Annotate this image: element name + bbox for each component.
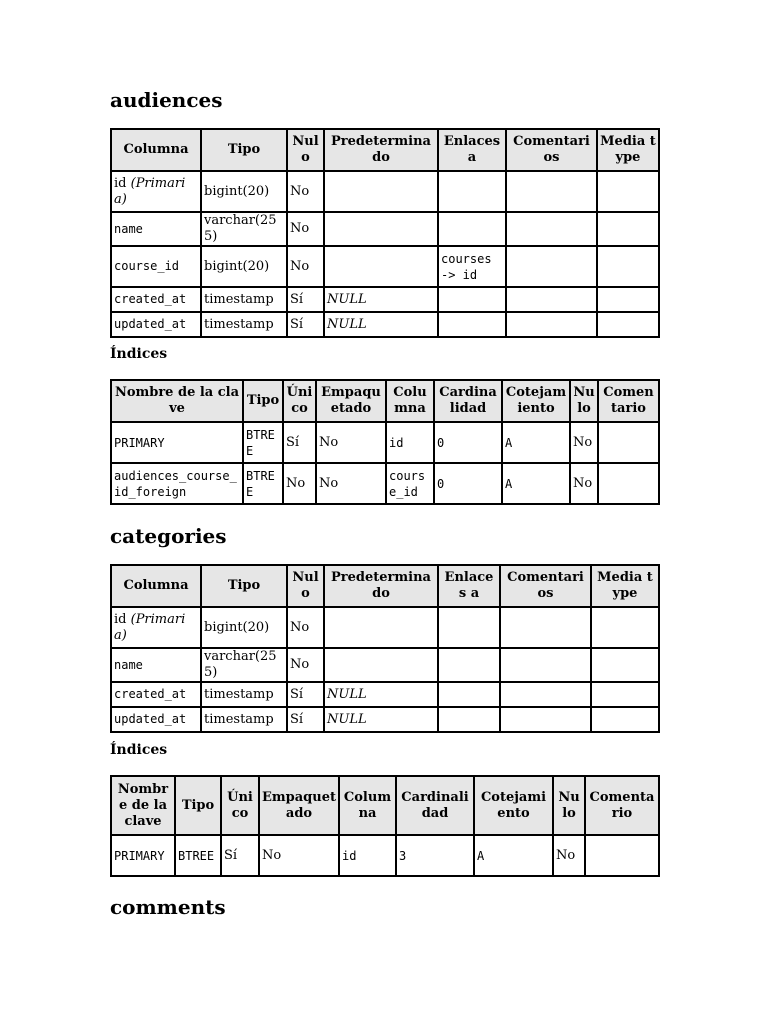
header-type: Tipo [201,565,287,607]
cell-type: bigint(20) [201,246,287,287]
cell-packed: No [316,422,386,463]
cell-collation: A [474,835,553,876]
cell-unique: Sí [221,835,259,876]
cell-column: updated_at [111,312,201,337]
header-cardinality: Cardinalidad [434,380,502,422]
cell-comments [506,246,597,287]
cell-comments [500,707,591,732]
cell-default [324,212,438,246]
header-key-name: Nombre de la clave [111,380,243,422]
cell-default: NULL [324,682,438,707]
cell-index-column: id [386,422,434,463]
table-row [111,171,659,212]
header-index-column: Columna [339,776,396,835]
cell-media [597,171,659,212]
cell-column: name [111,212,201,246]
cell-links [438,607,500,648]
cell-index-comment [598,463,659,504]
table-row [111,463,659,504]
table-title-comments: comments [110,895,226,919]
cell-column: name [111,648,201,682]
table-row [111,707,659,732]
cell-media [597,287,659,312]
columns-table-categories [110,564,660,733]
cell-links [438,212,506,246]
cell-links [438,682,500,707]
cell-column: updated_at [111,707,201,732]
cell-column: id (Primaria) [111,171,201,212]
cell-links [438,707,500,732]
cell-key-name: PRIMARY [111,835,175,876]
cell-index-null: No [553,835,585,876]
cell-type: timestamp [201,287,287,312]
cell-cardinality: 3 [396,835,474,876]
cell-default [324,607,438,648]
header-index-comment: Comentario [598,380,659,422]
table-row [111,246,659,287]
cell-comments [506,287,597,312]
header-cardinality: Cardinalidad [396,776,474,835]
cell-key-name: PRIMARY [111,422,243,463]
cell-media [597,312,659,337]
cell-comments [506,212,597,246]
header-type: Tipo [201,129,287,171]
table-row [111,607,659,648]
header-media-type: Media type [591,565,659,607]
header-null: Nulo [287,129,324,171]
table-row [111,212,659,246]
cell-links [438,648,500,682]
cell-links [438,312,506,337]
table-row [111,682,659,707]
cell-media [591,682,659,707]
cell-media [591,607,659,648]
table-title-categories: categories [110,524,227,548]
header-media-type: Media type [597,129,659,171]
cell-comments [500,648,591,682]
header-comments: Comentarios [500,565,591,607]
table-title-audiences: audiences [110,88,223,112]
cell-index-type: BTREE [243,422,283,463]
header-null: Nulo [287,565,324,607]
header-collation: Cotejamiento [502,380,570,422]
cell-null: Sí [287,287,324,312]
header-default: Predeterminado [324,129,438,171]
header-default: Predeterminado [324,565,438,607]
cell-null: Sí [287,312,324,337]
cell-packed: No [259,835,339,876]
cell-default: NULL [324,287,438,312]
cell-null: No [287,212,324,246]
cell-null: No [287,607,324,648]
cell-null: Sí [287,682,324,707]
cell-index-column: course_id [386,463,434,504]
header-index-null: Nulo [553,776,585,835]
cell-column: id (Primaria) [111,607,201,648]
header-comments: Comentarios [506,129,597,171]
header-unique: Único [221,776,259,835]
cell-default: NULL [324,707,438,732]
cell-column: course_id [111,246,201,287]
cell-comments [500,607,591,648]
cell-media [591,707,659,732]
cell-index-comment [598,422,659,463]
cell-column: created_at [111,682,201,707]
columns-table-audiences [110,128,660,338]
header-index-comment: Comentario [585,776,659,835]
indices-title-categories: Índices [110,742,168,758]
header-index-null: Nulo [570,380,598,422]
cell-type: bigint(20) [201,171,287,212]
header-key-name: Nombre de la clave [111,776,175,835]
cell-type: varchar(255) [201,648,287,682]
header-index-type: Tipo [175,776,221,835]
cell-null: Sí [287,707,324,732]
header-unique: Único [283,380,316,422]
cell-index-column: id [339,835,396,876]
cell-index-type: BTREE [175,835,221,876]
cell-null: No [287,648,324,682]
table-row [111,422,659,463]
header-collation: Cotejamiento [474,776,553,835]
header-packed: Empaquetado [316,380,386,422]
header-packed: Empaquetado [259,776,339,835]
cell-type: bigint(20) [201,607,287,648]
cell-media [597,212,659,246]
cell-unique: No [283,463,316,504]
cell-default [324,171,438,212]
cell-index-type: BTREE [243,463,283,504]
cell-media [597,246,659,287]
indices-table-categories [110,775,660,877]
cell-links: courses -> id [438,246,506,287]
cell-default [324,246,438,287]
table-row [111,312,659,337]
cell-index-null: No [570,422,598,463]
cell-default: NULL [324,312,438,337]
cell-cardinality: 0 [434,422,502,463]
header-column: Columna [111,129,201,171]
cell-type: timestamp [201,312,287,337]
cell-cardinality: 0 [434,463,502,504]
cell-index-comment [585,835,659,876]
cell-comments [506,171,597,212]
cell-column: created_at [111,287,201,312]
indices-title-audiences: Índices [110,346,168,362]
header-index-column: Columna [386,380,434,422]
cell-default [324,648,438,682]
header-links: Enlaces a [438,129,506,171]
cell-comments [506,312,597,337]
cell-null: No [287,171,324,212]
cell-links [438,171,506,212]
cell-media [591,648,659,682]
header-column: Columna [111,565,201,607]
table-row [111,648,659,682]
cell-unique: Sí [283,422,316,463]
cell-collation: A [502,422,570,463]
cell-collation: A [502,463,570,504]
cell-packed: No [316,463,386,504]
cell-links [438,287,506,312]
indices-table-audiences [110,379,660,505]
cell-type: varchar(255) [201,212,287,246]
table-row [111,835,659,876]
cell-comments [500,682,591,707]
cell-type: timestamp [201,682,287,707]
cell-key-name: audiences_course_id_foreign [111,463,243,504]
cell-null: No [287,246,324,287]
cell-type: timestamp [201,707,287,732]
header-index-type: Tipo [243,380,283,422]
header-links: Enlaces a [438,565,500,607]
table-row [111,287,659,312]
cell-index-null: No [570,463,598,504]
